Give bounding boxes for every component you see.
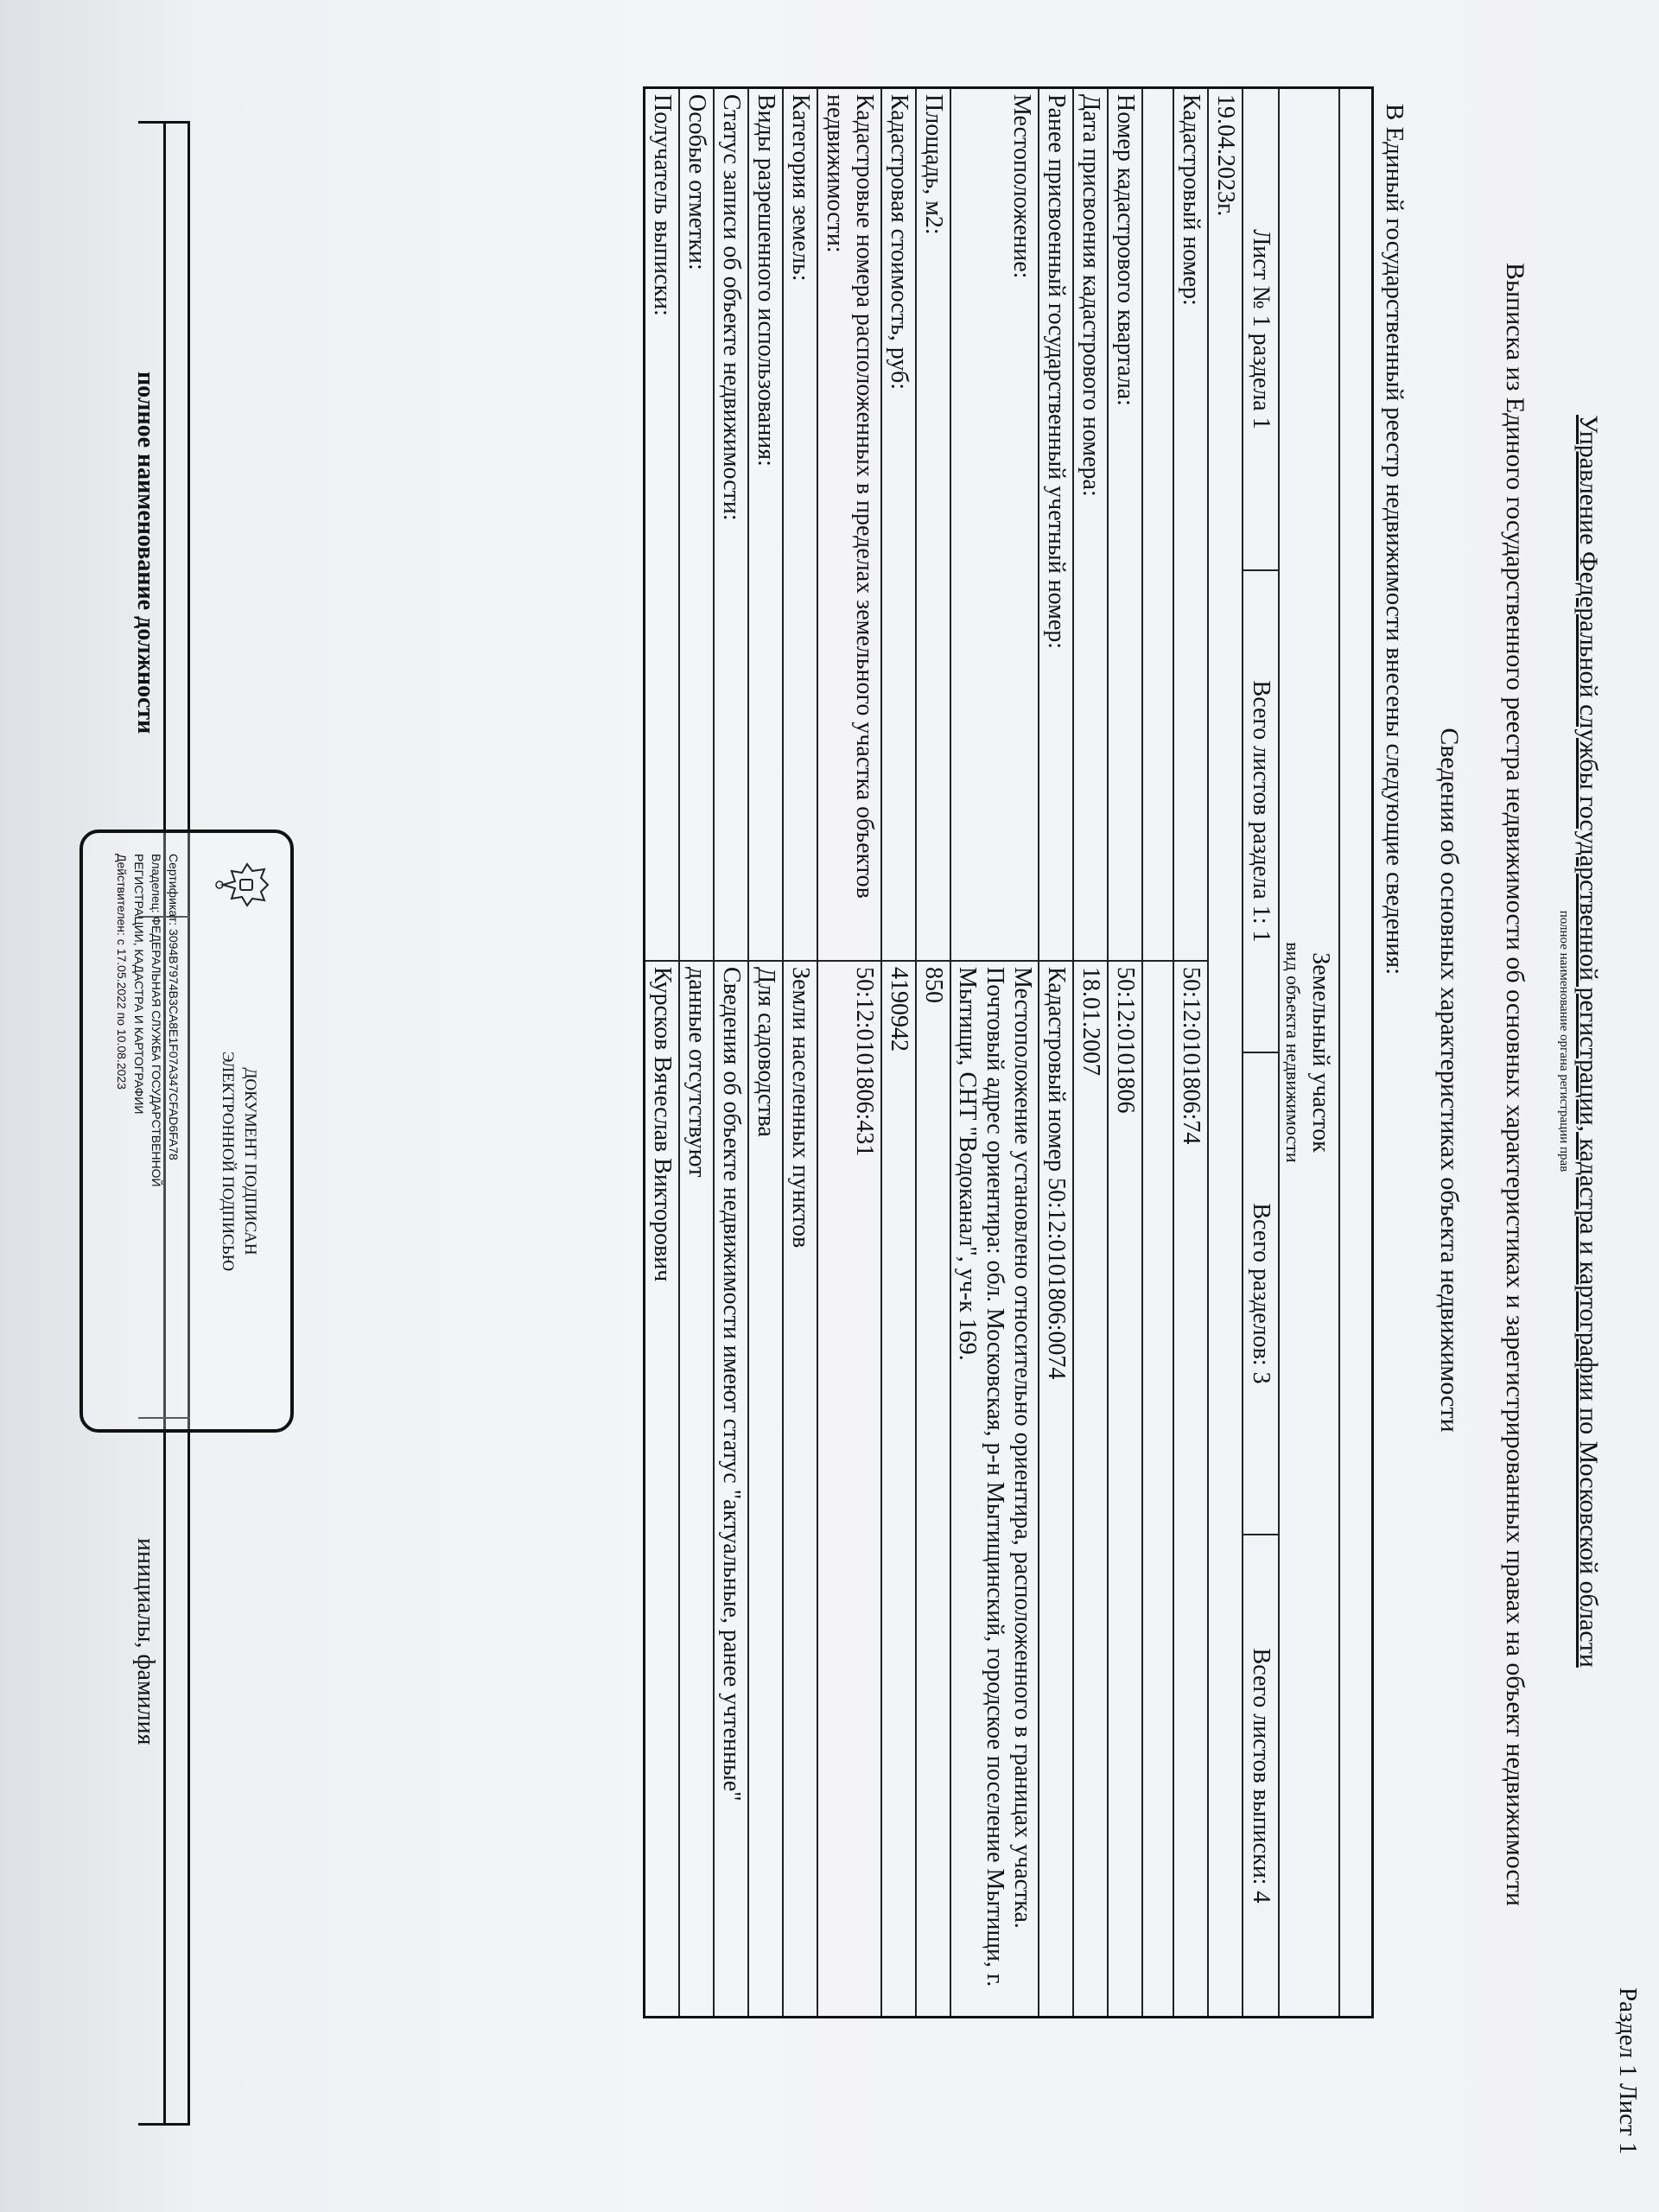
row-value: данные отсутствуют <box>683 967 710 1178</box>
table-row <box>915 89 950 2016</box>
characteristics-table <box>643 86 1374 2018</box>
row-label: Кадастровые номера расположенных в пределах земельного участка объектов недвижимости: <box>818 89 880 962</box>
row-value: 18.01.2007 <box>1077 967 1104 1076</box>
object-type-caption: вид объекта недвижимости <box>1282 942 1304 1163</box>
sheets-row <box>1242 89 1278 2016</box>
authority-caption: полное наименование органа регистрации прав <box>1557 910 1571 1173</box>
table-row <box>1107 89 1141 2016</box>
object-type: Земельный участок <box>1307 952 1334 1153</box>
stamp-owner-cont: РЕГИСТРАЦИИ, КАДАСТРА И КАРТОГРАФИИ <box>132 854 146 1115</box>
stamp-title-line: ЭЛЕКТРОННОЙ ПОДПИСЬЮ <box>219 1051 237 1272</box>
intro-text: В Единый государственный реестр недвижимости внесены следующие сведения: <box>1381 104 1408 976</box>
row-label: Виды разрешенного использования: <box>749 89 782 962</box>
table-row <box>1141 89 1173 2016</box>
stamp-title-line: ДОКУМЕНТ ПОДПИСАН <box>241 1067 259 1255</box>
stamp-certificate: Сертификат: 3094B7974B3CA8E1F07A347CFAD6FA78 <box>167 854 181 1160</box>
document-title: Выписка из Единого государственного реестра недвижимости об основных характеристиках и зарегистрированных правах на объект недвижимости <box>1501 262 1529 1906</box>
section-sheets-total: Всего листов раздела 1: 1 <box>1243 571 1278 1053</box>
row-value: Местоположение установлено относительно ориентира, расположенного в границах участка. Почтовый адрес ориентира: обл. Московская, р-н Мытищинский, городское поселение Мытищи, г. Мытищи, СНТ "Водоканал", уч-к 169. <box>954 967 1036 1987</box>
object-type-cell <box>1278 89 1338 2016</box>
table-row <box>1173 89 1207 2016</box>
row-label: Номер кадастрового квартала: <box>1109 89 1141 962</box>
row-label: Категория земель: <box>784 89 817 962</box>
row-value: 850 <box>920 967 947 1003</box>
row-value: Сведения об объекте недвижимости имеют статус "актуальные, ранее учтенные" <box>718 967 745 1802</box>
sheet-number: Лист № 1 раздела 1 <box>1243 89 1278 571</box>
row-label <box>1143 89 1173 962</box>
table-row <box>678 89 713 2016</box>
stamp-owner: Владелец: ФЕДЕРАЛЬНАЯ СЛУЖБА ГОСУДАРСТВЕННОЙ <box>149 854 163 1187</box>
electronic-signature-stamp <box>79 830 294 1433</box>
table-row <box>950 89 1038 2016</box>
row-label: Получатель выписки: <box>645 89 678 962</box>
sections-total: Всего разделов: 3 <box>1243 1053 1278 1535</box>
row-label: Площадь, м2: <box>917 89 950 962</box>
row-label: Статус записи об объекте недвижимости: <box>715 89 747 962</box>
table-row <box>1072 89 1107 2016</box>
stamp-title <box>216 902 261 1421</box>
row-label: Кадастровая стоимость, руб: <box>882 89 915 962</box>
name-caption: инициалы, фамилия <box>132 1538 159 1745</box>
row-label: Дата присвоения кадастрового номера: <box>1074 89 1107 962</box>
row-value: Для садоводства <box>753 967 779 1137</box>
row-value: Земли населенных пунктов <box>787 967 814 1249</box>
table-row <box>713 89 747 2016</box>
table-row <box>782 89 817 2016</box>
row-label: Особые отметки: <box>680 89 713 962</box>
row-value: Кадастровый номер 50:12:0101806:0074 <box>1043 967 1070 1380</box>
row-label: Кадастровый номер: <box>1174 89 1207 962</box>
position-caption: полное наименование должности <box>132 372 159 734</box>
table-row <box>645 89 678 2016</box>
row-label: Ранее присвоенный государственный учетный номер: <box>1039 89 1072 962</box>
table-row <box>1038 89 1072 2016</box>
extract-date: 19.04.2023г. <box>1207 89 1242 2016</box>
section-label: Раздел 1 Лист 1 <box>1614 1987 1642 2155</box>
row-value: 4190942 <box>886 967 912 1052</box>
row-value: 50:12:0101806 <box>1112 967 1139 1114</box>
row-value: 50:12:0101806:431 <box>851 967 878 1157</box>
table-row <box>817 89 880 2016</box>
row-value <box>1143 962 1173 2016</box>
extract-sheets-total: Всего листов выписки: 4 <box>1248 1648 1274 1904</box>
row-value: 50:12:0101806:74 <box>1178 967 1205 1145</box>
table-top-blank <box>1338 89 1371 2016</box>
stamp-validity: Действителен: с 17.05.2022 по 10.08.2023 <box>115 854 129 1090</box>
row-value: Курсков Вячеслав Викторович <box>649 967 676 1282</box>
row-label: Местоположение: <box>951 89 1038 962</box>
document-subtitle: Сведения об основных характеристиках объекта недвижимости <box>1435 728 1464 1433</box>
authority-name: Управление Федеральной службы государственной регистрации, кадастра и картографии по Московской области <box>1574 415 1603 1668</box>
table-row <box>880 89 915 2016</box>
table-row <box>747 89 782 2016</box>
